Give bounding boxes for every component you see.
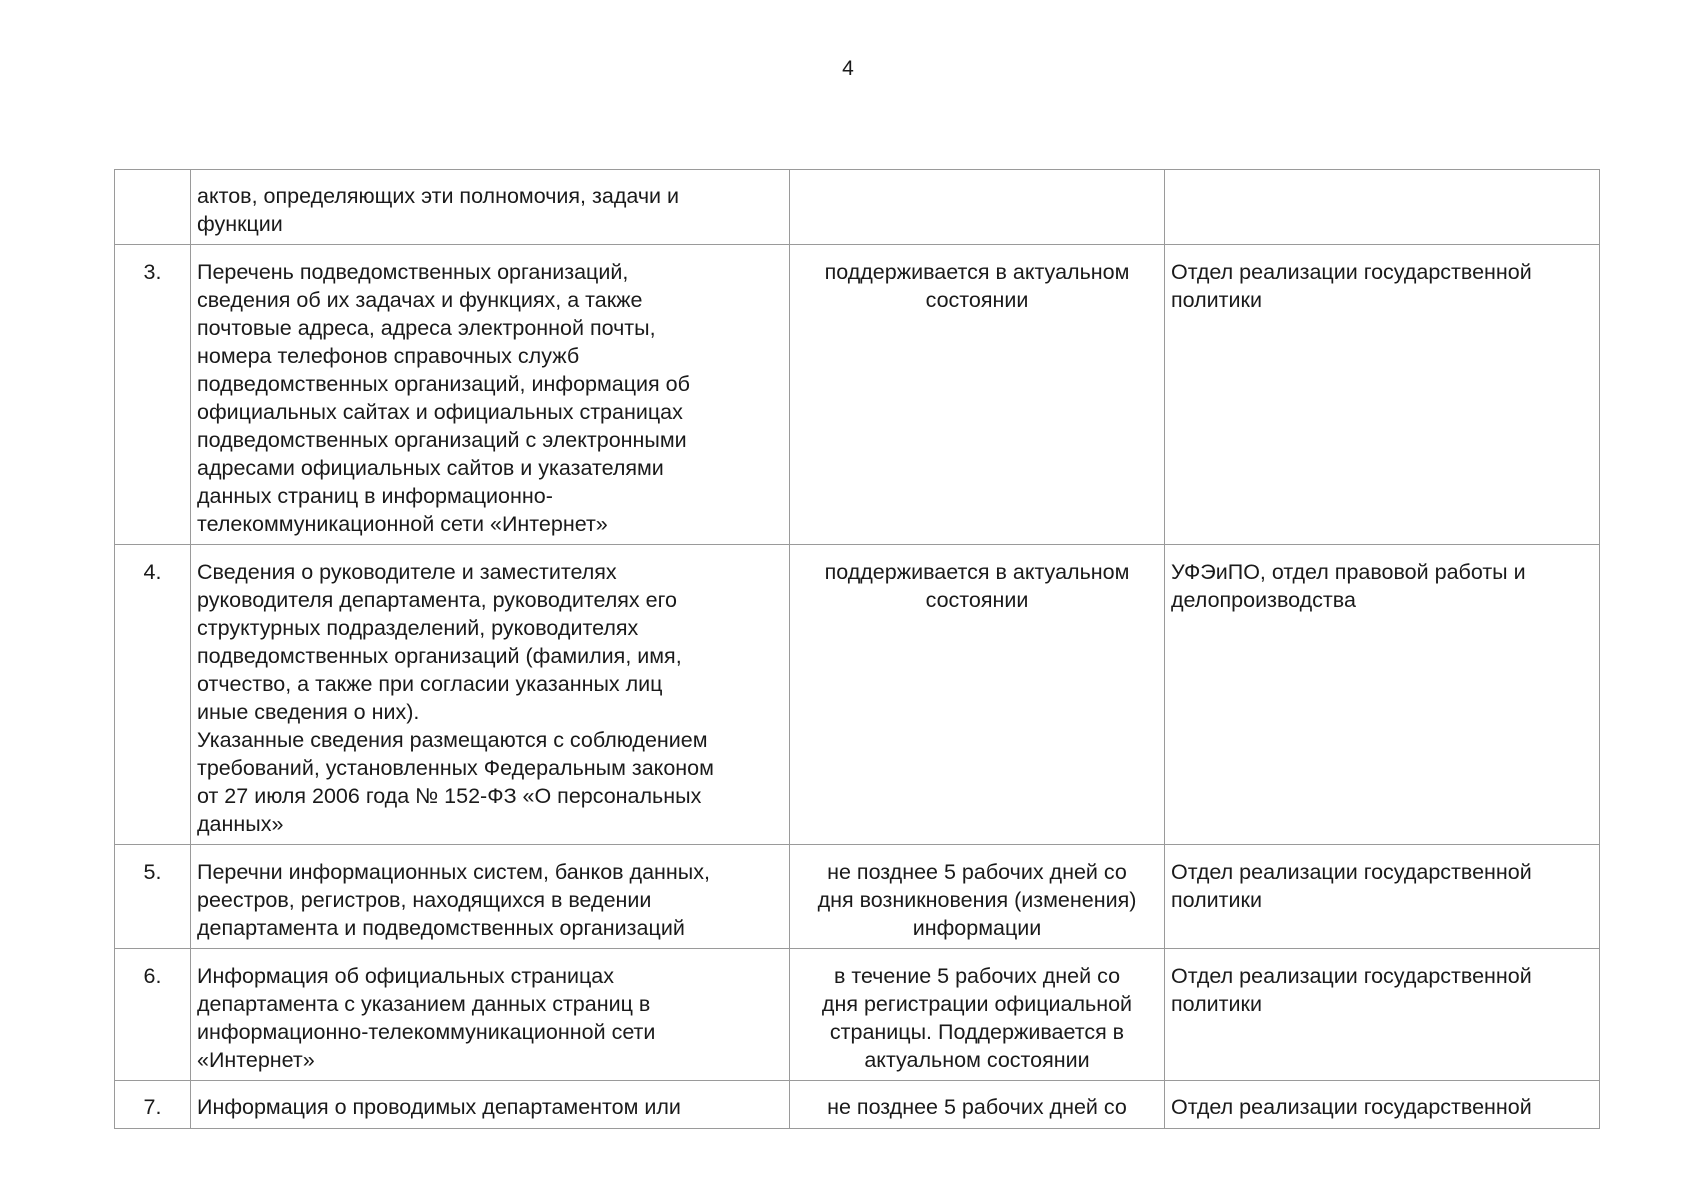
document-table bbox=[114, 169, 1600, 1129]
description-line: Указанные сведения размещаются с соблюдением bbox=[197, 728, 708, 752]
responsible-line: делопроизводства bbox=[1171, 588, 1356, 612]
row-number-cell: 3. bbox=[115, 245, 191, 545]
description-line: Информация об официальных страницах bbox=[197, 964, 615, 988]
term-line: страницы. Поддерживается в bbox=[829, 1020, 1125, 1044]
responsible-cell bbox=[1165, 949, 1600, 1081]
description-line: иные сведения о них). bbox=[197, 700, 420, 724]
responsible-cell bbox=[1165, 1081, 1600, 1129]
responsible-cell bbox=[1165, 245, 1600, 545]
term-cell bbox=[790, 245, 1165, 545]
term-cell bbox=[790, 845, 1165, 949]
description-line: подведомственных организаций (фамилия, имя, bbox=[197, 644, 682, 668]
description-cell bbox=[191, 170, 790, 245]
row-number-cell: 6. bbox=[115, 949, 191, 1081]
description-line: структурных подразделений, руководителях bbox=[197, 616, 639, 640]
table-row bbox=[115, 170, 1600, 245]
table-row bbox=[115, 845, 1600, 949]
description-line: сведения об их задачах и функциях, а также bbox=[197, 288, 643, 312]
description-line: подведомственных организаций с электронными bbox=[197, 428, 687, 452]
term-cell bbox=[790, 949, 1165, 1081]
description-line: данных страниц в информационно- bbox=[197, 484, 553, 508]
term-line: состоянии bbox=[925, 588, 1029, 612]
term-cell bbox=[790, 545, 1165, 845]
responsible-cell bbox=[1165, 545, 1600, 845]
term-line: информации bbox=[912, 916, 1042, 940]
description-line: от 27 июля 2006 года № 152-ФЗ «О персональных bbox=[197, 784, 702, 808]
description-line: Информация о проводимых департаментом или bbox=[197, 1095, 681, 1119]
responsible-cell bbox=[1165, 170, 1600, 245]
description-line: данных» bbox=[197, 812, 284, 836]
description-line: Перечни информационных систем, банков данных, bbox=[197, 860, 710, 884]
description-line: отчество, а также при согласии указанных лиц bbox=[197, 672, 663, 696]
term-line: поддерживается в актуальном bbox=[824, 560, 1130, 584]
table-row bbox=[115, 1081, 1600, 1129]
responsible-line: Отдел реализации государственной bbox=[1171, 860, 1532, 884]
term-line: в течение 5 рабочих дней со bbox=[833, 964, 1121, 988]
row-number-cell: 5. bbox=[115, 845, 191, 949]
description-cell bbox=[191, 245, 790, 545]
responsible-line: Отдел реализации государственной bbox=[1171, 1095, 1532, 1119]
description-line: информационно-телекоммуникационной сети bbox=[197, 1020, 656, 1044]
description-line: руководителя департамента, руководителях его bbox=[197, 588, 677, 612]
row-number-cell bbox=[115, 170, 191, 245]
responsible-line: Отдел реализации государственной bbox=[1171, 964, 1532, 988]
term-cell bbox=[790, 1081, 1165, 1129]
description-cell bbox=[191, 545, 790, 845]
description-line: «Интернет» bbox=[197, 1048, 315, 1072]
description-line: подведомственных организаций, информация об bbox=[197, 372, 690, 396]
term-line: поддерживается в актуальном bbox=[824, 260, 1130, 284]
responsible-line: Отдел реализации государственной bbox=[1171, 260, 1532, 284]
term-line: актуальном состоянии bbox=[864, 1048, 1090, 1072]
description-cell bbox=[191, 949, 790, 1081]
responsible-line: политики bbox=[1171, 288, 1262, 312]
description-line: Перечень подведомственных организаций, bbox=[197, 260, 629, 284]
description-cell bbox=[191, 1081, 790, 1129]
description-line: департамента и подведомственных организаций bbox=[197, 916, 685, 940]
description-line: официальных сайтах и официальных страницах bbox=[197, 400, 683, 424]
description-line: функции bbox=[197, 212, 283, 236]
description-line: департамента с указанием данных страниц в bbox=[197, 992, 651, 1016]
table-row bbox=[115, 245, 1600, 545]
term-line: не позднее 5 рабочих дней со bbox=[827, 1095, 1127, 1119]
description-line: Сведения о руководителе и заместителях bbox=[197, 560, 617, 584]
page-number: 4 bbox=[842, 57, 854, 80]
table-row bbox=[115, 545, 1600, 845]
term-line: дня возникновения (изменения) bbox=[817, 888, 1137, 912]
row-number-cell: 4. bbox=[115, 545, 191, 845]
responsible-cell bbox=[1165, 845, 1600, 949]
term-line: не позднее 5 рабочих дней со bbox=[827, 860, 1127, 884]
responsible-line: политики bbox=[1171, 888, 1262, 912]
description-line: актов, определяющих эти полномочия, задачи и bbox=[197, 184, 680, 208]
table-row bbox=[115, 949, 1600, 1081]
term-cell bbox=[790, 170, 1165, 245]
description-line: адресами официальных сайтов и указателями bbox=[197, 456, 664, 480]
description-line: телекоммуникационной сети «Интернет» bbox=[197, 512, 608, 536]
responsible-line: политики bbox=[1171, 992, 1262, 1016]
description-line: номера телефонов справочных служб bbox=[197, 344, 580, 368]
row-number-cell: 7. bbox=[115, 1081, 191, 1129]
description-line: реестров, регистров, находящихся в ведении bbox=[197, 888, 652, 912]
term-line: дня регистрации официальной bbox=[821, 992, 1133, 1016]
description-cell bbox=[191, 845, 790, 949]
description-line: почтовые адреса, адреса электронной почты, bbox=[197, 316, 656, 340]
description-line: требований, установленных Федеральным законом bbox=[197, 756, 714, 780]
responsible-line: УФЭиПО, отдел правовой работы и bbox=[1171, 560, 1526, 584]
term-line: состоянии bbox=[925, 288, 1029, 312]
